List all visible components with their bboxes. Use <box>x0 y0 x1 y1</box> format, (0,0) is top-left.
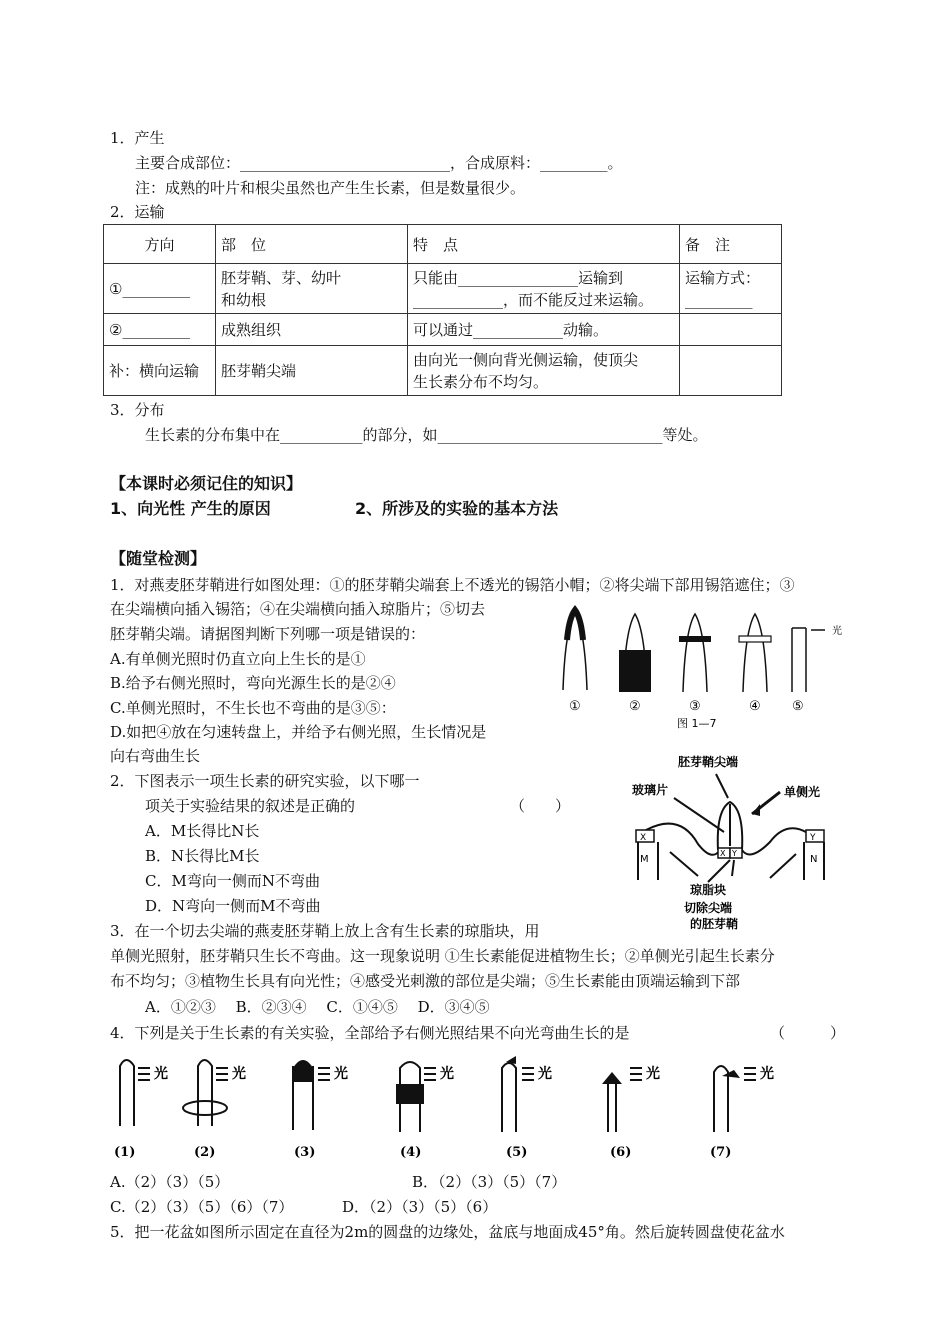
foil-piece <box>722 1070 740 1078</box>
coleoptile-figure-1-7 <box>555 600 855 735</box>
table-cell <box>680 314 782 346</box>
light-label: 光 <box>334 1066 348 1082</box>
fig-x-block: X <box>720 849 726 858</box>
fig-label: ① <box>569 699 581 714</box>
q2-option-a: A．M长得比N长 <box>145 822 260 840</box>
table-cell: ①_________ <box>104 264 216 314</box>
section-1-note: 注：成熟的叶片和根尖虽然也产生生长素，但是数量很少。 <box>135 179 526 197</box>
fig-tip-label: 胚芽鞘尖端 <box>678 755 739 769</box>
table-header: 特 点 <box>408 225 680 264</box>
light-label: 光 <box>154 1066 168 1082</box>
table-header-row <box>104 225 782 264</box>
agar-insert <box>739 636 771 642</box>
q2-line: 2．下图表示一项生长素的研究实验，以下哪一 <box>110 772 420 790</box>
table-cell: 可以通过____________动输。 <box>408 314 680 346</box>
table-cell: 胚芽鞘尖端 <box>216 346 408 396</box>
quiz-title: 【随堂检测】 <box>110 549 207 568</box>
fig-label: (3) <box>294 1145 316 1160</box>
table-cell <box>680 346 782 396</box>
q1-option-a: A.有单侧光照时仍直立向上生长的是① <box>110 650 366 668</box>
q4-option-d: D．（2）（3）（5）（6） <box>342 1198 498 1216</box>
fig-label: ③ <box>689 699 701 714</box>
fig-label: ② <box>629 699 641 714</box>
fig-m-label: M <box>640 854 649 865</box>
fig-agar-label: 琼脂块 <box>690 883 727 897</box>
fig-label: ④ <box>749 699 761 714</box>
section-3-heading: 3．分布 <box>110 401 165 419</box>
fig-label: (7) <box>710 1145 732 1160</box>
q4-option-a: A.（2）（3）（5） <box>110 1173 230 1191</box>
table-header: 方向 <box>104 225 216 264</box>
light-label: 光 <box>646 1066 660 1082</box>
fig-caption: 图 1—7 <box>677 717 717 730</box>
q1-option-d-cont: 向右弯曲生长 <box>110 747 201 765</box>
fig-x-block: X <box>640 833 647 843</box>
fig-glass-label: 玻璃片 <box>632 783 669 797</box>
table-cell: 只能由________________运输到 ____________，而不能反过来运输。 <box>408 264 680 314</box>
q3-options: A．①②③ B．②③④ C．①④⑤ D．③④⑤ <box>145 998 490 1016</box>
fig-cut-label: 的胚芽鞘 <box>690 917 739 931</box>
q1-option-d: D.如把④放在匀速转盘上，并给予右侧光照，生长情况是 <box>110 723 487 741</box>
memorize-item-1: 1、向光性 产生的原因 <box>110 499 271 518</box>
q5-line: 5．把一花盆如图所示固定在直径为2m的圆盘的边缘处，盆底与地面成45°角。然后旋转圆盘使花盆水 <box>110 1223 785 1241</box>
light-label: 光 <box>232 1066 246 1082</box>
q4-option-b: B．（2）（3）（5）（7） <box>412 1173 567 1191</box>
q1-line: 在尖端横向插入锡箔；④在尖端横向插入琼脂片；⑤切去 <box>110 600 486 618</box>
fig-n-label: N <box>810 854 818 865</box>
auxin-experiment-figure <box>620 752 860 932</box>
fig-label: (4) <box>400 1145 422 1160</box>
light-experiment-figure <box>110 1048 800 1163</box>
light-label: 光 <box>760 1066 774 1082</box>
q2-option-d: D．N弯向一侧而M不弯曲 <box>145 897 321 915</box>
memorize-item-2: 2、所涉及的实验的基本方法 <box>355 499 559 518</box>
q3-line: 单侧光照射，胚芽鞘只生长不弯曲。这一现象说明 ①生长素能促进植物生长；②单侧光引起生长素分 <box>110 947 775 965</box>
table-row <box>104 346 782 396</box>
foil-piece <box>602 1072 622 1084</box>
q4-answer-paren: （ ） <box>770 1024 846 1042</box>
q4-line: 4．下列是关于生长素的有关实验，全部给予右侧光照结果不向光弯曲生长的是 <box>110 1024 630 1042</box>
memorize-title: 【本课时必须记住的知识】 <box>110 474 303 493</box>
fig-light-label: 单侧光 <box>784 785 821 799</box>
q1-option-c: C.单侧光照时，不生长也不弯曲的是③⑤： <box>110 699 396 717</box>
section-1-line: 主要合成部位：____________________________，合成原料：_________。 <box>135 154 623 172</box>
fig-y-block: Y <box>810 833 816 843</box>
table-cell: 补：横向运输 <box>104 346 216 396</box>
foil-sleeve <box>619 650 651 692</box>
table-cell: 成熟组织 <box>216 314 408 346</box>
table-cell: ②_________ <box>104 314 216 346</box>
section-1-heading: 1．产生 <box>110 129 165 147</box>
section-3-line: 生长素的分布集中在___________的部分，如______________________________等处。 <box>145 426 708 444</box>
table-cell: 由向光一侧向背光侧运输，使顶尖 生长素分布不均匀。 <box>408 346 680 396</box>
fig-cut-label: 切除尖端 <box>684 901 733 915</box>
table-cell: 运输方式： _________ <box>680 264 782 314</box>
light-label: 光 <box>440 1066 454 1082</box>
q2-option-b: B．N长得比M长 <box>145 847 260 865</box>
fig-label: ⑤ <box>792 699 804 714</box>
q4-option-c: C.（2）（3）（5）（6）（7） <box>110 1198 294 1216</box>
foil-band <box>396 1084 424 1104</box>
table-header: 部 位 <box>216 225 408 264</box>
fig-label: (1) <box>114 1145 136 1160</box>
table-row <box>104 264 782 314</box>
light-label: 光 <box>538 1066 552 1082</box>
fig-light-label: 光 <box>832 626 842 637</box>
table-header: 备 注 <box>680 225 782 264</box>
q1-line: 胚芽鞘尖端。请据图判断下列哪一项是错误的： <box>110 625 426 643</box>
foil-insert <box>679 636 711 642</box>
q3-line: 3．在一个切去尖端的燕麦胚芽鞘上放上含有生长素的琼脂块，用 <box>110 922 540 940</box>
fig-label: (5) <box>506 1145 528 1160</box>
fig-label: (6) <box>610 1145 632 1160</box>
q2-answer-paren: （ ） <box>510 797 571 815</box>
q2-line: 项关于实验结果的叙述是正确的 <box>145 797 356 815</box>
q2-option-c: C．M弯向一侧而N不弯曲 <box>145 872 320 890</box>
section-2-heading: 2．运输 <box>110 203 165 221</box>
q1-option-b: B.给予右侧光照时，弯向光源生长的是②④ <box>110 674 396 692</box>
q1-line: 1．对燕麦胚芽鞘进行如图处理：①的胚芽鞘尖端套上不透光的锡箔小帽；②将尖端下部用锡箔遮住；③ <box>110 576 795 594</box>
transport-table <box>103 224 782 396</box>
table-cell: 胚芽鞘、芽、幼叶 和幼根 <box>216 264 408 314</box>
q3-line: 布不均匀；③植物生长具有向光性；④感受光刺激的部位是尖端；⑤生长素能由顶端运输到下部 <box>110 972 741 990</box>
foil-cap <box>293 1060 313 1082</box>
table-row <box>104 314 782 346</box>
fig-label: (2) <box>194 1145 216 1160</box>
fig-y-block: Y <box>732 849 737 858</box>
